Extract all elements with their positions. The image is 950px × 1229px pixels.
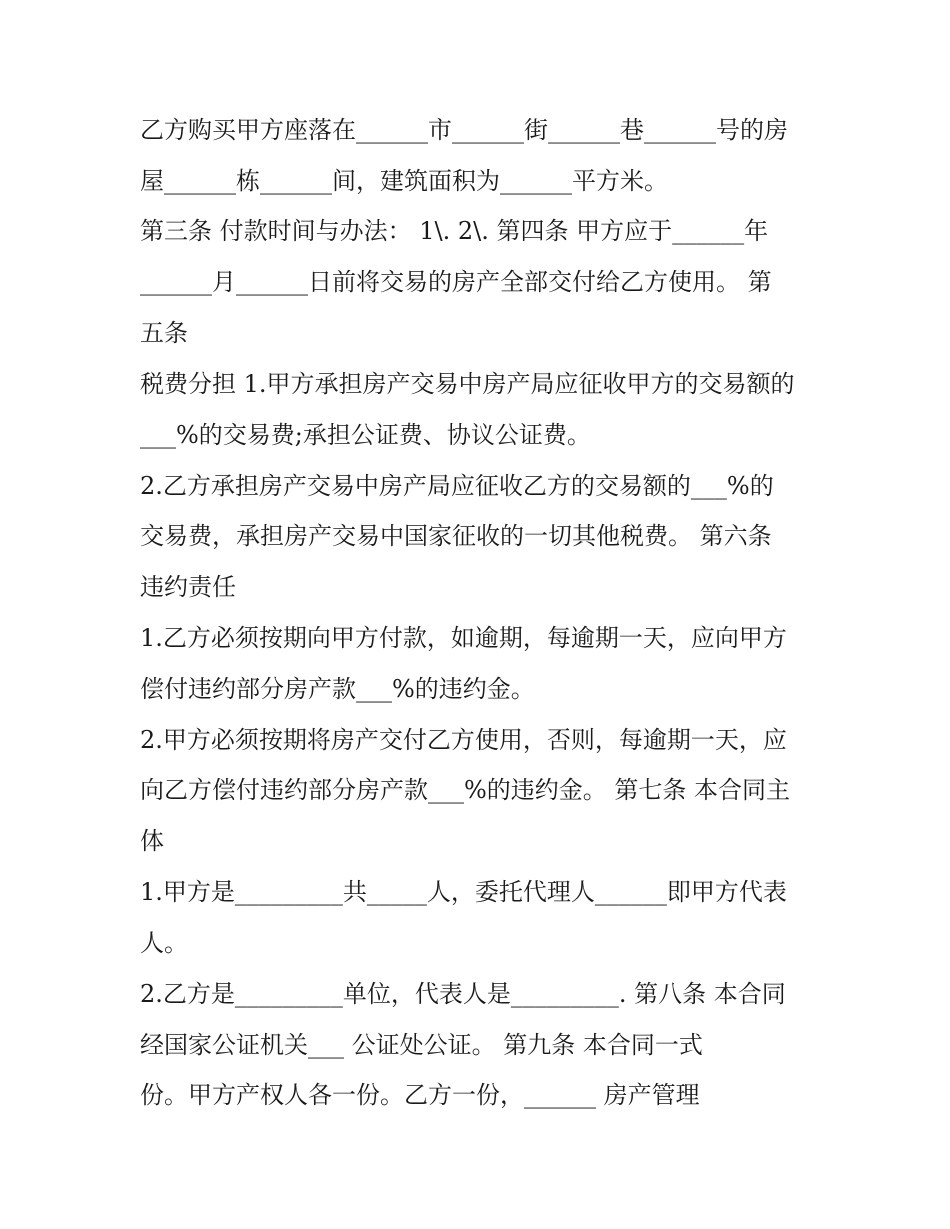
text-line: 体 — [140, 827, 164, 855]
text-line: ___%的交易费;承担公证费、协议公证费。 — [140, 421, 591, 449]
text-line: 经国家公证机关___ 公证处公证。 第九条 本合同一式 — [140, 1031, 703, 1059]
text-line: 屋______栋______间，建筑面积为______平方米。 — [140, 167, 668, 195]
text-line: 2.乙方承担房产交易中房产局应征收乙方的交易额的___%的 — [140, 472, 774, 500]
text-line: 2.甲方必须按期将房产交付乙方使用，否则，每逾期一天，应 — [140, 726, 787, 754]
text-line: 向乙方偿付违约部分房产款___%的违约金。 第七条 本合同主 — [140, 776, 791, 804]
text-line: 份。甲方产权人各一份。乙方一份，______ 房产管理 — [140, 1081, 700, 1109]
text-line: ______月______日前将交易的房产全部交付给乙方使用。 第 — [140, 268, 772, 296]
text-line: 违约责任 — [140, 573, 236, 601]
text-line: 1.乙方必须按期向甲方付款，如逾期，每逾期一天，应向甲方 — [140, 624, 787, 652]
text-line: 交易费，承担房产交易中国家征收的一切其他税费。 第六条 — [140, 522, 772, 550]
text-line: 乙方购买甲方座落在______市______街______巷______号的房 — [140, 116, 788, 144]
text-line: 税费分担 1.甲方承担房产交易中房产局应征收甲方的交易额的 — [140, 370, 795, 398]
text-line: 人。 — [140, 929, 188, 957]
text-line: 1.甲方是_________共_____人，委托代理人______即甲方代表 — [140, 878, 787, 906]
text-line: 五条 — [140, 319, 188, 347]
text-line: 偿付违约部分房产款___%的违约金。 — [140, 675, 535, 703]
text-line: 第三条 付款时间与办法： 1\. 2\. 第四条 甲方应于______年 — [140, 217, 769, 245]
text-line: 2.乙方是_________单位，代表人是_________. 第八条 本合同 — [140, 980, 786, 1008]
